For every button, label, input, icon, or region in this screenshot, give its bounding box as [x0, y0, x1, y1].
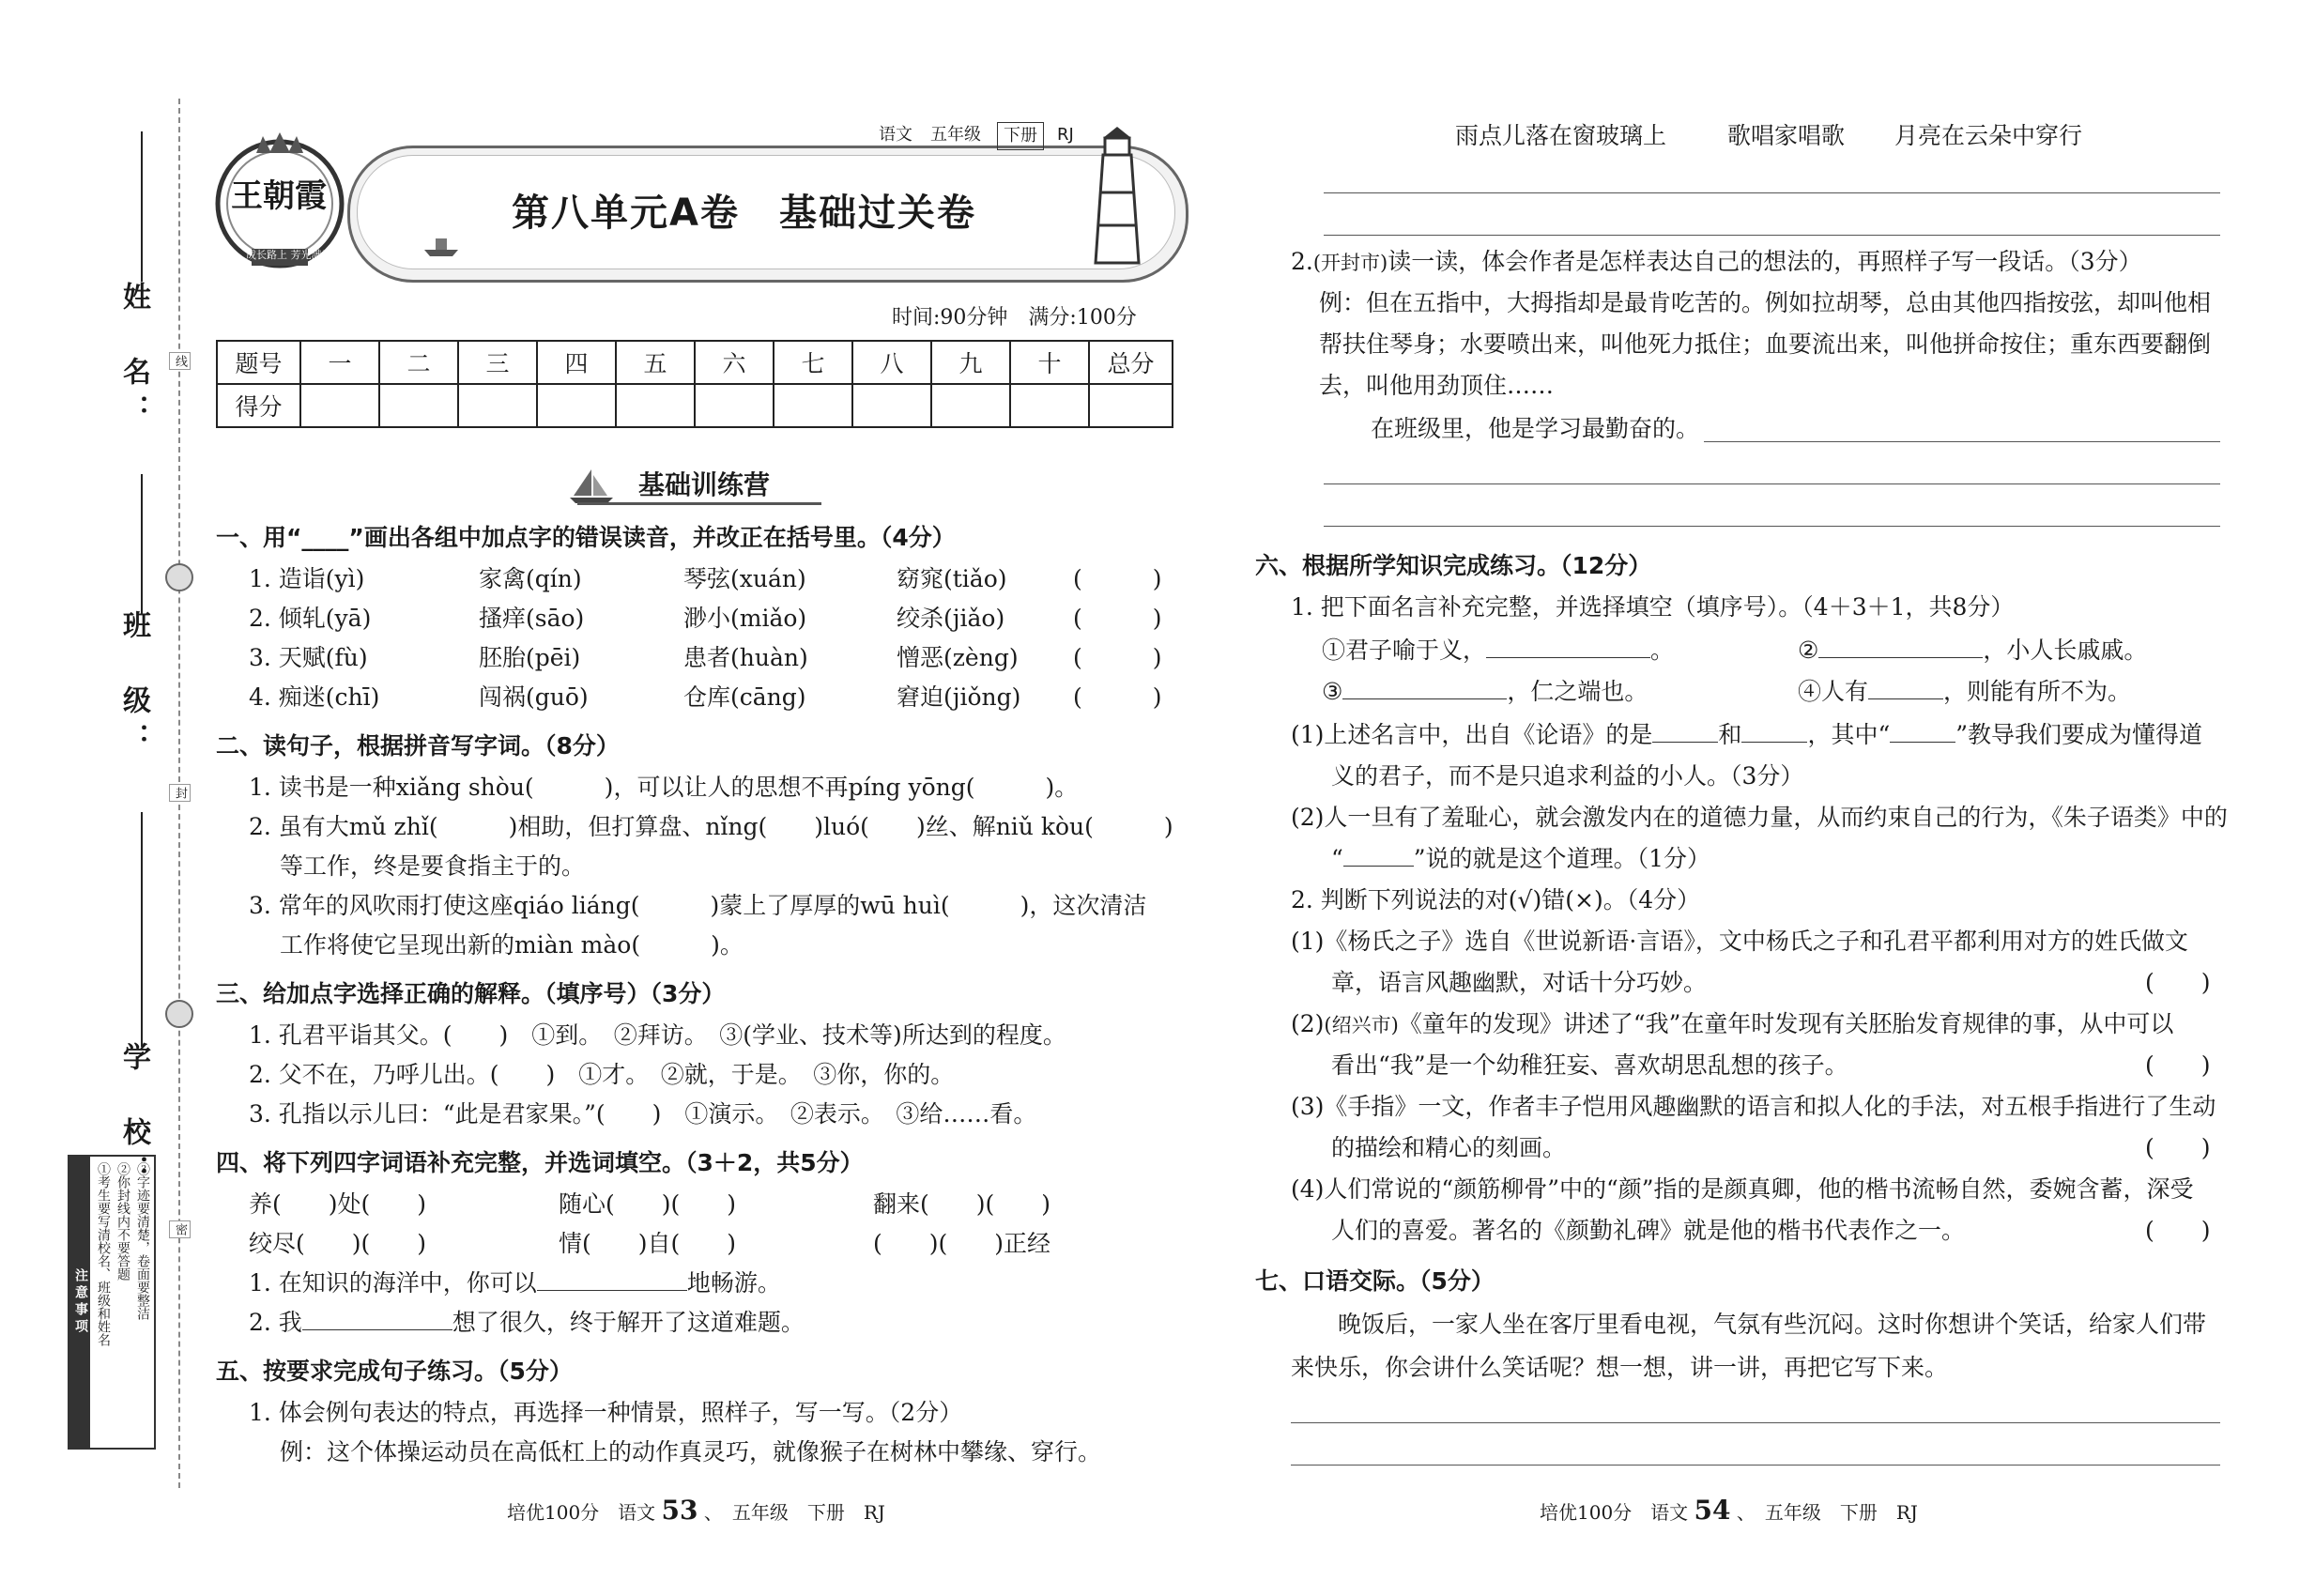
q5-2-example: 例：但在五指中，大拇指却是最肯吃苦的。例如拉胡琴，总由其他四指按弦，却叫他相	[1319, 289, 2212, 316]
q4-sentence	[249, 1307, 805, 1339]
section-banner-underline	[577, 502, 821, 505]
q4-s1b: 地畅游。	[686, 1269, 781, 1297]
q1-answer[interactable]: ( )	[1073, 565, 1162, 592]
q3-title: 三、给加点字选择正确的解释。（填序号）（3分）	[216, 980, 726, 1007]
score-cell[interactable]	[1089, 384, 1173, 427]
q5-2-example: 帮扶住琴身；水要喷出来，叫他死力抵住；血要流出来，叫他拼命按住；重东西要翻倒	[1319, 330, 2212, 358]
score-header: 八	[852, 341, 931, 384]
q6-text: ”教导我们要成为懂得道	[1955, 721, 2203, 748]
q7-text: 来快乐，你会讲什么笑话呢？想一想，讲一讲，再把它写下来。	[1291, 1354, 1949, 1381]
q1-item: 闯祸(guō)	[479, 683, 589, 711]
score-table	[216, 340, 1173, 428]
score-header: 六	[695, 341, 774, 384]
notice-title: 注意事项	[69, 1157, 90, 1448]
time-score: 时间:90分钟 满分:100分	[892, 306, 1137, 330]
q6-title: 六、根据所学知识完成练习。（12分）	[1255, 552, 1652, 579]
q1-item: 3. 天赋(fù)	[249, 644, 368, 671]
motto-text: ①君子喻于义，	[1322, 637, 1487, 664]
q1-item: 琴弦(xuán)	[683, 565, 806, 592]
footer-left-post: 、 五年级 下册 RJ	[703, 1501, 885, 1524]
motto-text: ，则能有所不为。	[1943, 678, 2132, 705]
q1-title: 一、用“____”画出各组中加点字的错误读音，并改正在括号里。（4分）	[216, 524, 956, 551]
q6-text: 《童年的发现》讲述了“我”在童年时发现有关胚胎发育规律的事，从中可以	[1398, 1010, 2174, 1037]
score-cell[interactable]	[695, 384, 774, 427]
scene: 月亮在云朵中穿行	[1894, 122, 2083, 149]
fill-blank[interactable]	[1868, 678, 1943, 699]
class-label: 班 级：	[117, 610, 150, 760]
q2-line: 1. 读书是一种xiǎng shòu( )，可以让人的思想不再píng yōng( )。	[249, 774, 1079, 801]
judge-item	[1291, 1008, 2173, 1041]
lighthouse-icon	[1075, 127, 1159, 268]
motto-text: ，仁之端也。	[1507, 678, 1648, 705]
q4-word: 随心( )( )	[559, 1190, 737, 1218]
fill-blank[interactable]	[1486, 637, 1650, 658]
q6-p1-cont: 义的君子，而不是只追求利益的小人。（3分）	[1331, 762, 1804, 790]
q5-2-prompt: 在班级里，他是学习最勤奋的。	[1371, 415, 1700, 442]
q2-line: 3. 常年的风吹雨打使这座qiáo liáng( )蒙上了厚厚的wū huì( )，这次清洁	[249, 892, 1147, 919]
score-header: 七	[774, 341, 852, 384]
q6-p2-cont	[1331, 843, 1710, 875]
q4-sentence	[249, 1267, 781, 1299]
q6-line: 1. 把下面名言补充完整，并选择填空（填序号）。（4＋3＋1，共8分）	[1291, 593, 2015, 621]
q5-example: 例：这个体操运动员在高低杠上的动作真灵巧，就像猴子在树林中攀缘、穿行。	[280, 1438, 1102, 1466]
q6-motto	[1322, 635, 1674, 667]
score-cell[interactable]	[379, 384, 458, 427]
judge-item-cont: 人们的喜爱。著名的《颜勤礼碑》就是他的楷书代表作之一。	[1331, 1217, 1966, 1244]
fill-blank[interactable]	[1343, 845, 1414, 867]
q4-s2a: 2. 我	[249, 1309, 302, 1336]
score-header: 九	[931, 341, 1010, 384]
section-banner: 基础训练营	[638, 469, 771, 500]
notice-item: ①考生要写清校名、班级和姓名	[96, 1162, 111, 1346]
q1-item: 搔痒(sāo)	[479, 605, 585, 632]
footer-left	[507, 1495, 885, 1526]
sailboat-icon	[568, 468, 615, 505]
judge-item-cont: 看出“我”是一个幼稚狂妄、喜欢胡思乱想的孩子。	[1331, 1051, 1848, 1079]
answer-line[interactable]	[1291, 1465, 2220, 1466]
notice-item: ③字迹要清楚，卷面要整洁	[135, 1162, 150, 1320]
answer-line[interactable]	[1704, 441, 2220, 442]
q1-item: 仓库(cāng)	[683, 683, 806, 711]
cut-word: 封	[169, 784, 191, 802]
page-number: 54	[1694, 1495, 1731, 1526]
motto-text: 。	[1650, 637, 1675, 664]
footer-right-pre: 培优100分 语文	[1540, 1501, 1689, 1524]
q7-text: 晚饭后，一家人坐在客厅里看电视，气氛有些沉闷。这时你想讲个笑话，给家人们带	[1338, 1311, 2207, 1338]
q1-item: 憎恶(zèng)	[897, 644, 1019, 671]
score-header: 十	[1010, 341, 1089, 384]
score-header: 五	[616, 341, 695, 384]
fill-blank[interactable]	[1818, 637, 1983, 658]
scene: 雨点儿落在窗玻璃上	[1455, 122, 1667, 149]
q5-line: 1. 体会例句表达的特点，再选择一种情景，照样子，写一写。（2分）	[249, 1399, 963, 1426]
q6-motto	[1798, 635, 2147, 667]
motto-text: ③	[1322, 678, 1343, 705]
notice-item: ②你封线内不要答题	[115, 1162, 130, 1281]
q6-text: 和	[1718, 721, 1742, 748]
score-header: 二	[379, 341, 458, 384]
q2-line: 等工作，终是要食指主于的。	[280, 852, 586, 880]
q2-line: 工作将使它呈现出新的miàn mào( )。	[280, 931, 744, 959]
q6-tag: (绍兴市)	[1324, 1014, 1399, 1036]
score-cell[interactable]	[774, 384, 852, 427]
q3-line: 3. 孔指以示儿曰：“此是君家果。”( ) ①演示。 ②表示。 ③给……看。	[249, 1100, 1037, 1128]
q1-item: 渺小(miǎo)	[683, 605, 807, 632]
page-title: 第八单元A卷 基础过关卷	[512, 192, 976, 235]
q2-line: 2. 虽有大mǔ zhǐ( )相助，但打算盘、nǐng( )luó( )丝、解niǔ kòu( )	[249, 813, 1173, 840]
fill-blank[interactable]	[537, 1269, 687, 1291]
q1-item: 4. 痴迷(chī)	[249, 683, 380, 711]
fill-blank[interactable]	[1652, 721, 1718, 743]
footer-right	[1540, 1495, 1918, 1526]
q6-text: ，其中“	[1807, 721, 1891, 748]
q1-item: 1. 造诣(yì)	[249, 565, 365, 592]
page-number: 53	[661, 1495, 698, 1526]
cut-word: 线	[169, 352, 191, 370]
score-header: 一	[300, 341, 379, 384]
tag-volume: 下册	[997, 122, 1044, 150]
logo-text: 王朝霞	[231, 177, 327, 215]
binding-hole	[165, 563, 193, 591]
q4-word: ( )( )正经	[873, 1230, 1051, 1257]
q2-title: 二、读句子，根据拼音写字词。（8分）	[216, 732, 620, 760]
motto-text: ④人有	[1798, 678, 1869, 705]
q6-text: (2)	[1291, 1010, 1325, 1037]
q6-p1	[1291, 719, 2202, 751]
q6-motto	[1798, 676, 2131, 708]
name-label: 姓 名：	[117, 282, 150, 432]
fill-blank[interactable]	[1342, 678, 1507, 699]
school-line	[141, 812, 143, 1047]
answer-line[interactable]	[1324, 192, 2220, 193]
q5-2-num: 2.	[1291, 248, 1313, 275]
score-header: 题号	[217, 341, 300, 384]
motto-text: ②	[1798, 637, 1819, 664]
fill-blank[interactable]	[1741, 721, 1807, 743]
score-header: 三	[458, 341, 537, 384]
score-cell[interactable]	[458, 384, 537, 427]
answer-line[interactable]	[1324, 235, 2220, 236]
answer-line[interactable]	[1291, 1422, 2220, 1423]
judge-item: (4)人们常说的“颜筋柳骨”中的“颜”指的是颜真卿，他的楷书流畅自然，委婉含蓄，深受	[1291, 1175, 2194, 1203]
q6-text: (1)上述名言中，出自《论语》的是	[1291, 721, 1653, 748]
q1-item: 窈窕(tiǎo)	[897, 565, 1007, 592]
q6-text: ”说的就是这个道理。（1分）	[1413, 845, 1710, 872]
q1-item: 胚胎(pēi)	[479, 644, 581, 671]
judge-item: (1)《杨氏之子》选自《世说新语·言语》，文中杨氏之子和孔君平都利用对方的姓氏做文	[1291, 928, 2188, 955]
judge-answer[interactable]: ( )	[2145, 1134, 2211, 1161]
q6-text: “	[1331, 845, 1343, 872]
score-row-label: 得分	[217, 384, 300, 427]
q6-p2: (2)人一旦有了羞耻心，就会激发内在的道德力量，从而约束自己的行为，《朱子语类》中的	[1291, 804, 2228, 831]
scene: 歌唱家唱歌	[1727, 122, 1846, 149]
q1-item: 窘迫(jiǒng)	[897, 683, 1021, 711]
q4-word: 情( )自( )	[559, 1230, 737, 1257]
judge-item: (3)《手指》一文，作者丰子恺用风趣幽默的语言和拟人化的手法，对五根手指进行了生动	[1291, 1093, 2216, 1120]
score-cell[interactable]	[931, 384, 1010, 427]
q5-2-title: 读一读，体会作者是怎样表达自己的想法的，再照样子写一段话。（3分）	[1388, 248, 2142, 275]
judge-answer[interactable]: ( )	[2145, 969, 2211, 996]
q4-title: 四、将下列四字词语补充完整，并选词填空。（3＋2，共5分）	[216, 1149, 864, 1176]
score-header: 总分	[1089, 341, 1173, 384]
cut-word: 密	[169, 1220, 191, 1238]
fill-blank[interactable]	[1890, 721, 1955, 743]
tag-grade: 五年级	[930, 125, 981, 145]
q1-item: 家禽(qín)	[479, 565, 582, 592]
judge-item-cont: 的描绘和精心的刻画。	[1331, 1134, 1567, 1161]
score-cell[interactable]	[616, 384, 695, 427]
score-cell[interactable]	[852, 384, 931, 427]
judge-answer[interactable]: ( )	[2145, 1217, 2211, 1244]
q6-motto	[1322, 676, 1648, 708]
footer-left-pre: 培优100分 语文	[507, 1501, 656, 1524]
q1-item: 绞杀(jiǎo)	[897, 605, 1005, 632]
q6-line: 2. 判断下列说法的对(√)错(×)。（4分）	[1291, 886, 1701, 913]
answer-line[interactable]	[1324, 483, 2220, 484]
fill-blank[interactable]	[302, 1309, 452, 1330]
tag-subject: 语文	[879, 125, 912, 145]
q5-title: 五、按要求完成句子练习。（5分）	[216, 1358, 573, 1385]
q3-line: 2. 父不在，乃呼儿出。( ) ①才。 ②就，于是。 ③你，你的。	[249, 1061, 955, 1088]
class-line	[141, 474, 143, 615]
judge-answer[interactable]: ( )	[2145, 1051, 2211, 1079]
q4-word: 绞尽( )( )	[249, 1230, 427, 1257]
q1-answer[interactable]: ( )	[1073, 683, 1162, 711]
q4-s2b: 想了很久，终于解开了这道难题。	[452, 1309, 805, 1336]
binding-hole	[165, 1000, 193, 1028]
notice-box	[68, 1155, 156, 1450]
q3-line: 1. 孔君平诣其父。( ) ①到。 ②拜访。 ③(学业、技术等)所达到的程度。	[249, 1021, 1066, 1049]
score-cell[interactable]	[300, 384, 379, 427]
q1-item: 患者(huàn)	[683, 644, 808, 671]
ship-icon	[422, 233, 460, 257]
q4-s1a: 1. 在知识的海洋中，你可以	[249, 1269, 537, 1297]
q1-item: 2. 倾轧(yā)	[249, 605, 372, 632]
q1-answer[interactable]: ( )	[1073, 605, 1162, 632]
name-line	[141, 131, 143, 282]
tag-edition: RJ	[1057, 125, 1074, 145]
q4-word: 翻来( )( )	[873, 1190, 1051, 1218]
score-cell[interactable]	[1010, 384, 1089, 427]
logo-slogan: 成长路上 芳光满天	[246, 249, 332, 261]
q4-word: 养( )处( )	[249, 1190, 427, 1218]
judge-item-cont: 章，语言风趣幽默，对话十分巧妙。	[1331, 969, 1708, 996]
school-label: 学 校：	[117, 1042, 150, 1192]
q5-2-example: 去，叫他用劲顶住……	[1319, 372, 1555, 399]
q1-answer[interactable]: ( )	[1073, 644, 1162, 671]
footer-right-post: 、 五年级 下册 RJ	[1736, 1501, 1918, 1524]
q7-title: 七、口语交际。（5分）	[1255, 1267, 1495, 1295]
answer-line[interactable]	[1324, 526, 2220, 527]
q5-2	[1291, 246, 2142, 279]
score-cell[interactable]	[537, 384, 616, 427]
score-header: 四	[537, 341, 616, 384]
q5-2-tag: (开封市)	[1312, 252, 1388, 274]
motto-text: ，小人长戚戚。	[1983, 637, 2148, 664]
